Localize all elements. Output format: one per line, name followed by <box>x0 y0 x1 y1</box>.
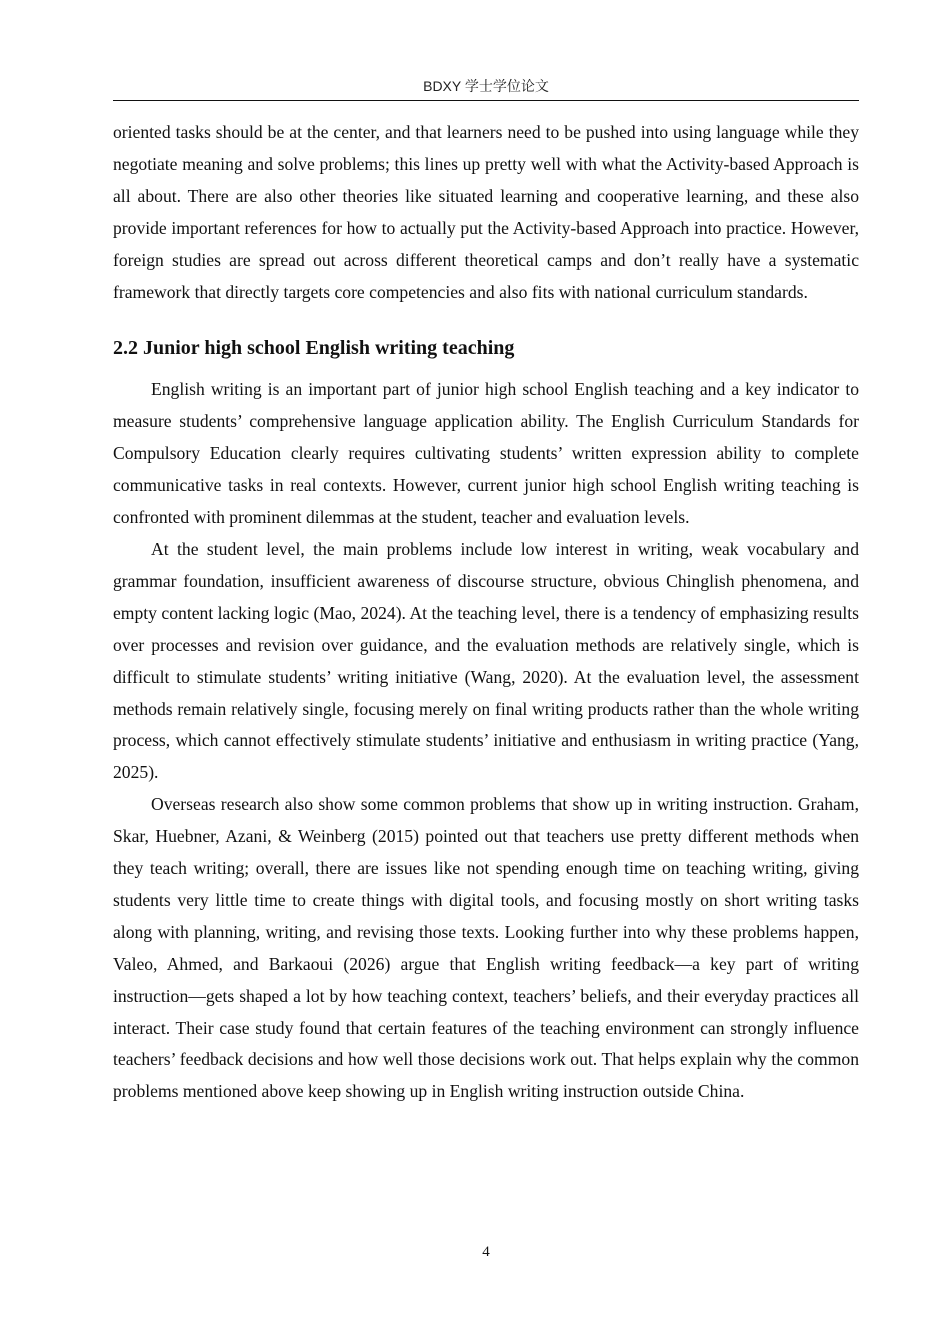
continued-paragraph: oriented tasks should be at the center, and that learners need to be pushed into using language while they negotiate meaning and solve problems; this lines up pretty well with what the Activity-based Approach is all about. There are also other theories like situated learning and cooperative learning, and these also provide important references for how to actually put the Activity-based Approach into practice. However, foreign studies are spread out across different theoretical camps and don’t really have a systematic framework that directly targets core competencies and also fits with national curriculum standards. <box>113 122 859 302</box>
running-header: BDXY 学士学位论文 <box>423 78 549 94</box>
body-paragraph: Overseas research also show some common problems that show up in writing instruction. Graham, Skar, Huebner, Azani, & Weinberg (2015) pointed out that teachers use pretty different methods when they teach writing; overall, there are issues like not spending enough time on teaching writing, giving students very little time to create things with digital tools, and focusing mostly on short writing tasks along with planning, writing, and revising those texts. Looking further into why these problems happen, Valeo, Ahmed, and Barkaoui (2026) argue that English writing feedback—a key part of writing instruction—gets shaped a lot by how teaching context, teachers’ beliefs, and their everyday practices all interact. Their case study found that certain features of the teaching environment can strongly influence teachers’ feedback decisions and how well those decisions work out. That helps explain why the common problems mentioned above keep showing up in English writing instruction outside China. <box>113 794 859 1102</box>
section-heading: 2.2 Junior high school English writing teaching <box>113 337 515 360</box>
body-paragraph: English writing is an important part of junior high school English teaching and a key indicator to measure students’ comprehensive language application ability. The English Curriculum Standards for Compulsory Education clearly requires cultivating students’ written expression ability to complete communicative tasks in real contexts. However, current junior high school English writing teaching is confronted with prominent dilemmas at the student, teacher and evaluation levels. <box>113 379 859 528</box>
body-paragraph: At the student level, the main problems include low interest in writing, weak vocabulary and grammar foundation, insufficient awareness of discourse structure, obvious Chinglish phenomena, and empty content lacking logic (Mao, 2024). At the teaching level, there is a tendency of emphasizing results over processes and revision over guidance, and the evaluation methods are relatively single, which is difficult to stimulate students’ writing initiative (Wang, 2020). At the evaluation level, the assessment methods remain relatively single, focusing merely on final writing products rather than the whole writing process, which cannot effectively stimulate students’ initiative and enthusiasm in writing practice (Yang, 2025). <box>113 538 859 783</box>
page-number: 4 <box>482 1244 490 1260</box>
page-body <box>113 117 859 1108</box>
header-rule <box>113 100 859 101</box>
